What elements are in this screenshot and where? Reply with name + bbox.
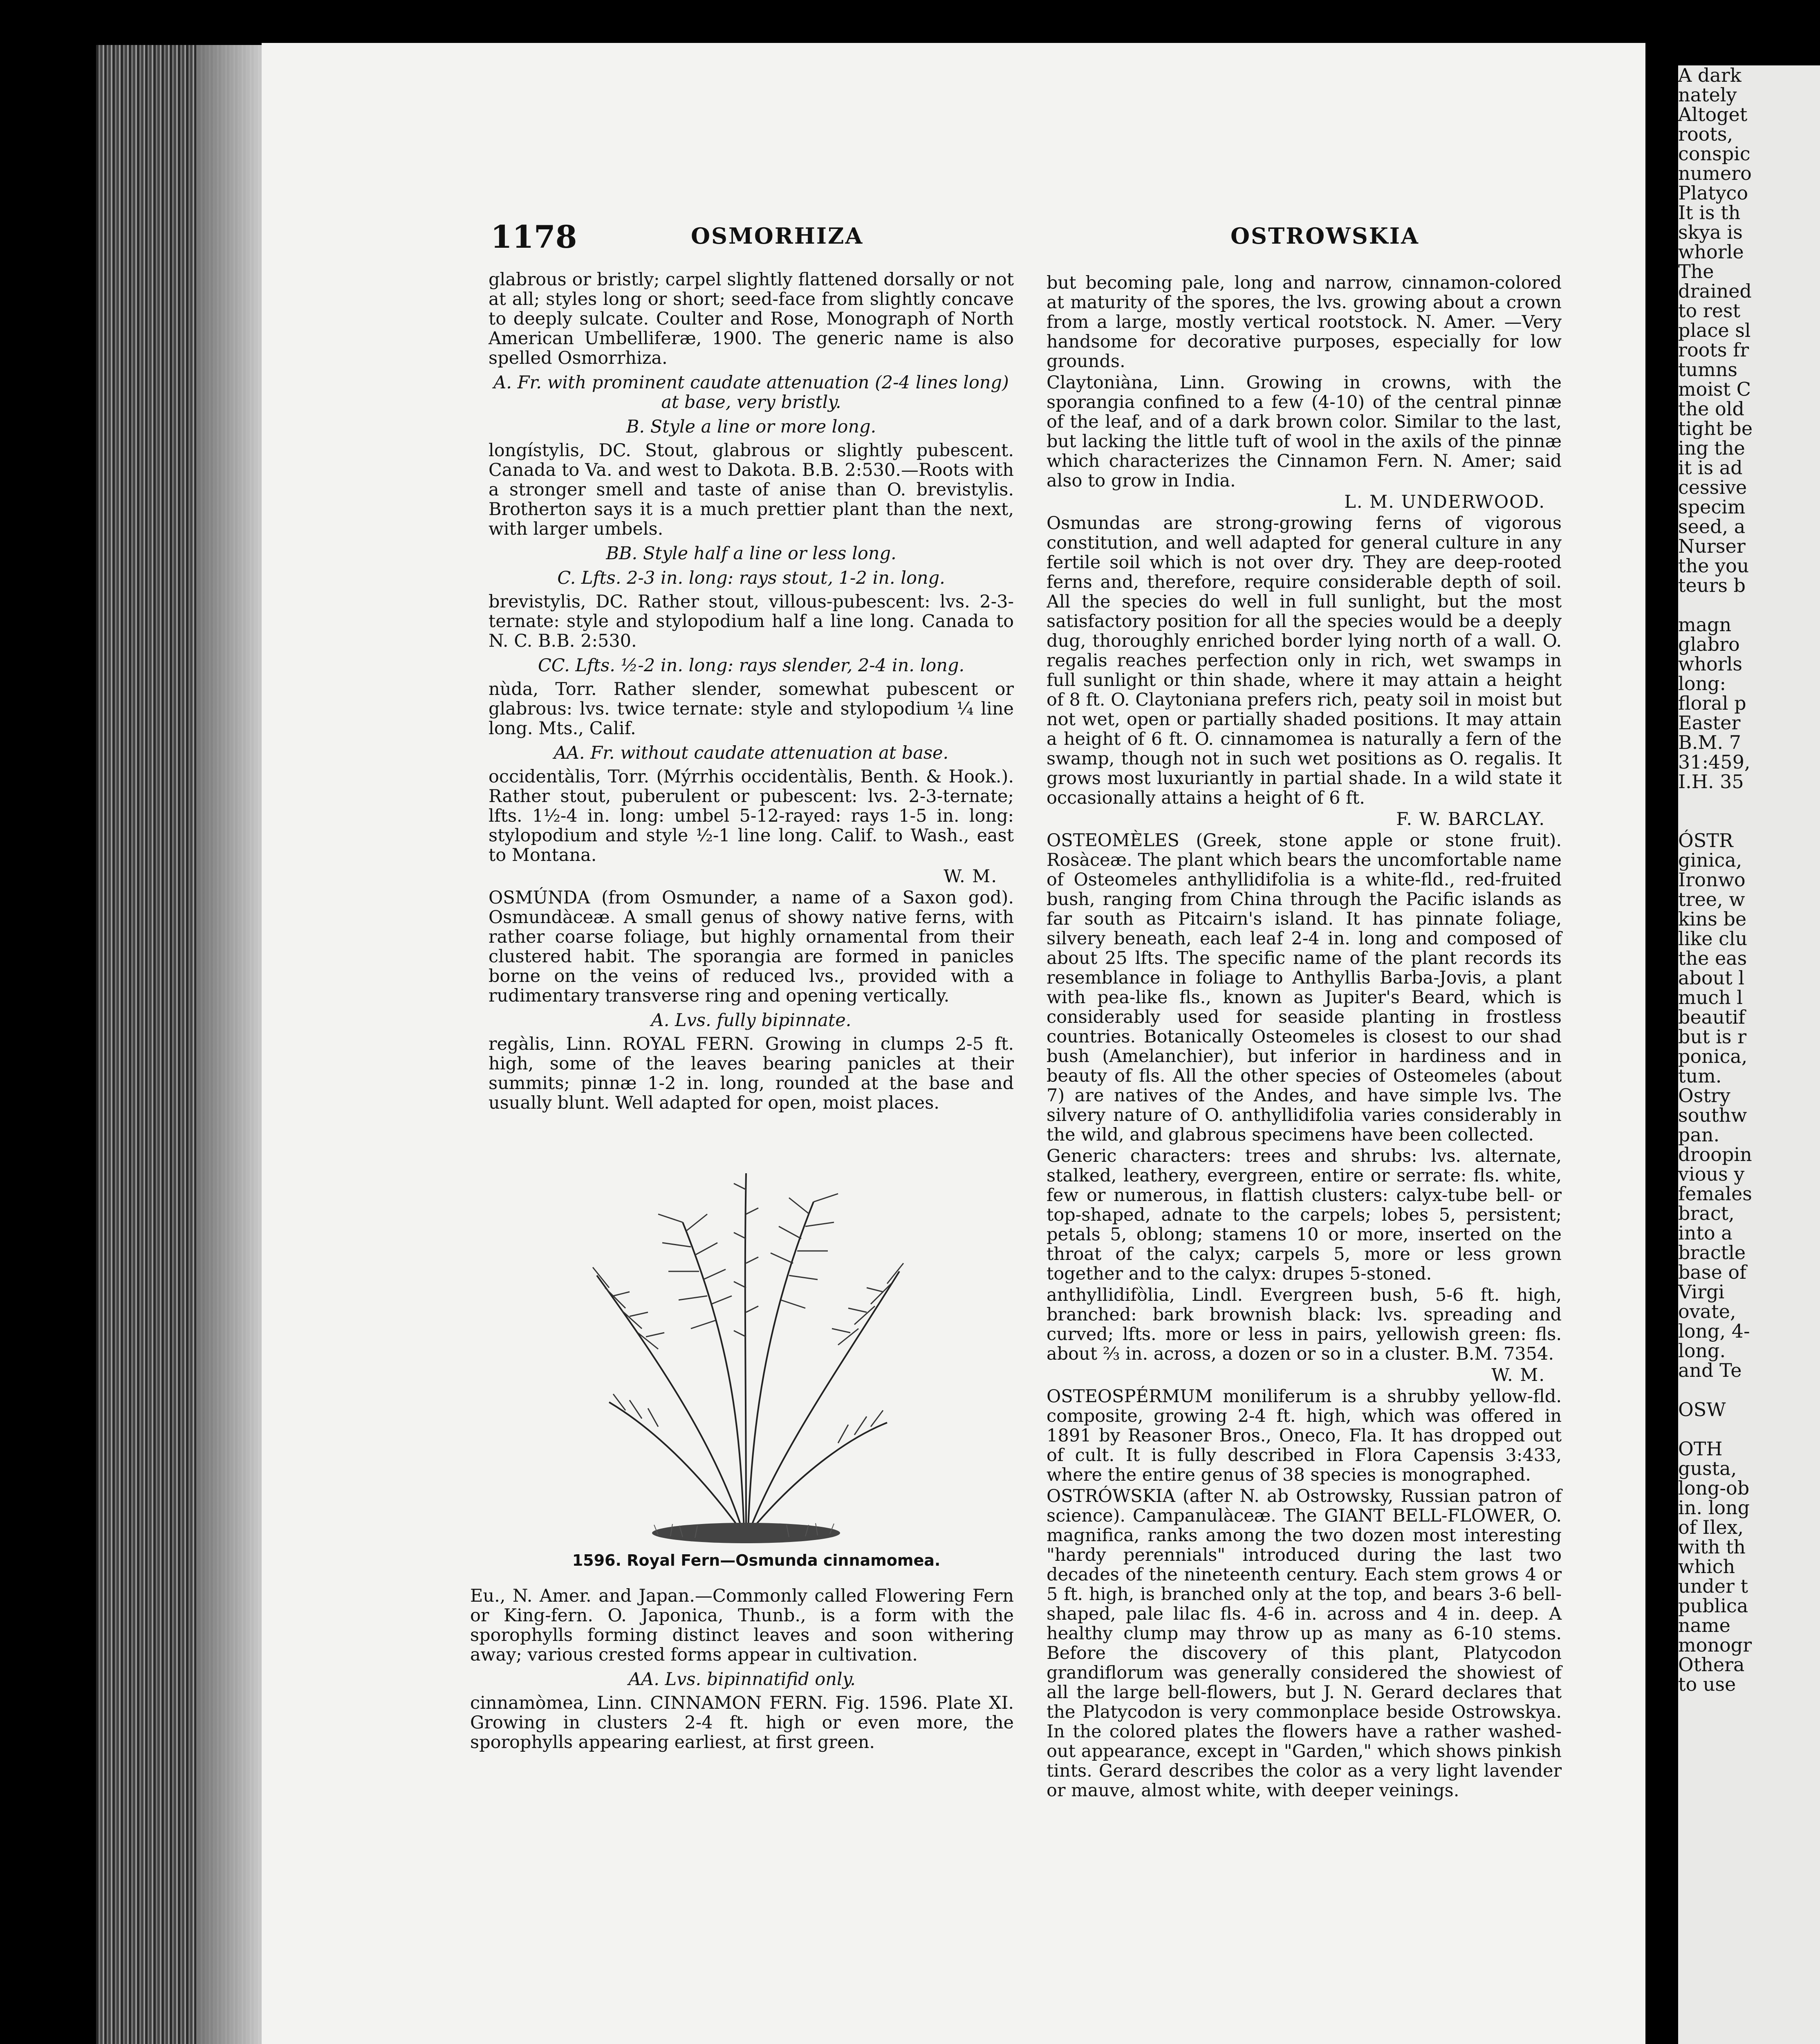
key-line: A. Lvs. fully bipinnate. xyxy=(651,1010,852,1031)
next-page-line: nately xyxy=(1678,84,1737,106)
next-page-line: roots fr xyxy=(1678,339,1749,361)
next-page-line: publica xyxy=(1678,1595,1748,1617)
paragraph: Osmundas are strong-growing ferns of vigorous constitution, and well adapted for general culture in any fertile soil which is not over dry. They are deep-rooted ferns and, therefore, require considerable depth of soil. All the species do well in full sunlight, but the most satisfactory position for all the species would be a deeply dug, thoroughly enriched border lying north of a wall. O. regalis reaches perfection only in rich, wet swamps in full sunlight or thin shade, where it may attain a height of 8 ft. O. Claytoniana prefers rich, peaty soil in moist but not wet, open or partially shaded positions. It may attain a height of 6 ft. O. cinnamomea is naturally a fern of the swamp, though not in such wet positions as O. regalis. It grows most luxuriantly in partial shade. In a wild state it occasionally attains a height of 6 ft. xyxy=(1047,513,1562,808)
next-page-line: A dark xyxy=(1678,65,1742,86)
key-line: AA. Fr. without caudate attenuation at base. xyxy=(554,743,949,763)
next-page-line: Othera xyxy=(1678,1654,1745,1676)
next-page-line: females xyxy=(1678,1183,1752,1205)
species-entry: longístylis, DC. Stout, glabrous or slightly pubescent. Canada to Va. and west to Dakota. B.B. 2:530.—Roots with a stronger smell and taste of anise than O. brevistylis. Brotherton says it is a much prettier plant than the next, with larger umbels. xyxy=(489,440,1014,539)
next-page-line: Platyco xyxy=(1678,182,1748,204)
next-page-line: magn xyxy=(1678,614,1732,636)
next-page-line: vious y xyxy=(1678,1163,1745,1185)
next-page-line: it is ad xyxy=(1678,457,1743,479)
next-page-line: base of xyxy=(1678,1261,1747,1283)
next-page-line: the old xyxy=(1678,398,1744,420)
next-page-line: to use xyxy=(1678,1673,1736,1695)
next-page-line: gusta, xyxy=(1678,1457,1737,1479)
next-page-line: the you xyxy=(1678,555,1749,577)
next-page-line: Ironwo xyxy=(1678,869,1746,891)
next-page-line: long-ob xyxy=(1678,1477,1750,1499)
key-line: A. Fr. with prominent caudate attenuation (2-4 lines long) at base, very bristly. xyxy=(493,372,1009,412)
genus-entry: OSTEOSPÉRMUM moniliferum is a shrubby yellow-fld. composite, growing 2-4 ft. high, which was offered in 1891 by Reasoner Bros., Oneco, Fla. It has dropped out of cult. It is fully described in Flora Capensis 3:433, where the entire genus of 38 species is monographed. xyxy=(1047,1386,1562,1485)
next-page-line: drained xyxy=(1678,280,1752,302)
next-page-line: ponica, xyxy=(1678,1045,1748,1067)
gutter-shadow xyxy=(196,45,270,2044)
next-page-line: glabro xyxy=(1678,633,1740,655)
genus-entry: OSTRÓWSKIA (after N. ab Ostrowsky, Russian patron of science). Campanulàceæ. The GIANT BELL-FLOWER, O. magnifica, ranks among the two dozen most interesting "hardy perennials" introduced during the last two decades of the nineteenth century. Each stem grows 4 or 5 ft. high, is branched only at the top, and bears 3-6 bell-shaped, pale lilac fls. 4-6 in. across and 4 in. deep. A healthy clump may throw up as many as 6-10 stems. Before the discovery of this plant, Platycodon grandiflorum was generally considered the showiest of all the large bell-flowers, but J. N. Gerard declares that the Platycodon is very commonplace beside Ostrowskya. In the colored plates the flowers have a rather washed-out appearance, except in "Garden," which shows pinkish tints. Gerard describes the color as a very light lavender or mauve, almost white, with deeper veinings. xyxy=(1047,1486,1562,1801)
next-page-line: droopin xyxy=(1678,1143,1752,1165)
royal-fern-illustration xyxy=(560,1141,928,1549)
next-page-line: I.H. 35 xyxy=(1678,771,1744,793)
next-page-line: moist C xyxy=(1678,378,1751,400)
next-page-line: ÓSTR xyxy=(1678,829,1733,852)
key-line: AA. Lvs. bipinnatifid only. xyxy=(628,1669,856,1690)
next-page-line: seed, a xyxy=(1678,515,1746,538)
next-page-line: to rest xyxy=(1678,300,1741,322)
next-page-line: Nurser xyxy=(1678,535,1746,557)
running-header-left: OSMORHIZA xyxy=(691,223,864,249)
running-header-right: OSTROWSKIA xyxy=(1231,223,1419,249)
next-page-line: Ostry xyxy=(1678,1085,1730,1107)
next-page-line: name xyxy=(1678,1614,1730,1636)
next-page-line: beautif xyxy=(1678,1006,1745,1028)
next-page-line: ing the xyxy=(1678,437,1745,459)
next-page-line: 31:459, xyxy=(1678,751,1751,773)
species-entry: cinnamòmea, Linn. CINNAMON FERN. Fig. 1596. Plate XI. Growing in clusters 2-4 ft. high or even more, the sporophylls appearing earliest, at first green. xyxy=(470,1693,1014,1753)
species-entry: regàlis, Linn. ROYAL FERN. Growing in clumps 2-5 ft. high, some of the leaves bearing panicles at their summits; pinnæ 1-2 in. long, rounded at the base and usually blunt. Well adapted for open, moist places. xyxy=(489,1034,1014,1113)
next-page-line: bractle xyxy=(1678,1242,1746,1264)
next-page-line: with th xyxy=(1678,1536,1746,1558)
next-page-line: long. xyxy=(1678,1340,1726,1362)
next-page-line xyxy=(1678,1419,1820,1439)
next-page-line: B.M. 7 xyxy=(1678,731,1742,753)
next-page-line: numero xyxy=(1678,162,1752,184)
genus-entry: OSMÚNDA (from Osmunder, a name of a Saxon god). Osmundàceæ. A small genus of showy native ferns, with rather coarse foliage, but highly ornamental from their clustered habit. The sporangia are formed in panicles borne on the veins of reduced lvs., provided with a rudimentary transverse ring and opening vertically. xyxy=(489,888,1014,1006)
next-page-line: into a xyxy=(1678,1222,1733,1244)
next-page-line: place sl xyxy=(1678,319,1751,341)
next-page-line: tumns xyxy=(1678,359,1737,381)
species-entry: occidentàlis, Torr. (Mýrrhis occidentàlis, Benth. & Hook.). Rather stout, puberulent or pubescent: lvs. 2-3-ternate; lfts. 1½-4 in. long: umbel 5-12-rayed: rays 1-5 in. long: stylopodium and style ½-1 line long. Calif. to Wash., east to Montana. xyxy=(489,766,1014,865)
next-page-line: roots, xyxy=(1678,123,1733,145)
key-line: B. Style a line or more long. xyxy=(626,417,876,437)
species-entry: brevistylis, DC. Rather stout, villous-pubescent: lvs. 2-3-ternate: style and stylopodium half a line long. Canada to N. C. B.B. 2:530. xyxy=(489,592,1014,651)
next-page-line: ovate, xyxy=(1678,1300,1736,1322)
key-line: C. Lfts. 2-3 in. long: rays stout, 1-2 in. long. xyxy=(557,568,945,588)
next-page-line: The xyxy=(1678,260,1714,282)
author-signature: F. W. BARCLAY. xyxy=(1396,809,1545,829)
genus-entry: OSTEOMÈLES (Greek, stone apple or stone fruit). Rosàceæ. The plant which bears the uncomfortable name of Osteomeles anthyllidifolia is a white-fld., red-fruited bush, ranging from China through the Pacific islands as far south as Pitcairn's island. It has pinnate foliage, silvery beneath, each leaf 2-4 in. long and composed of about 25 lfts. The specific name of the plant records its resemblance in foliage to Anthyllis Barba-Jovis, a plant with pea-like fls., known as Jupiter's Beard, which is considerably used for seaside planting in frostless countries. Botanically Osteomeles is closest to our shad bush (Amelanchier), but inferior in hardiness and in beauty of fls. All the other species of Osteomeles (about 7) are natives of the Andes, and have simple lvs. The silvery nature of O. anthyllidifolia varies considerably in the wild, and glabrous specimens have been collected. xyxy=(1047,830,1562,1145)
key-line: CC. Lfts. ½-2 in. long: rays slender, 2-4 in. long. xyxy=(538,655,965,676)
next-page-line: pan. xyxy=(1678,1124,1720,1146)
next-page-line: the eas xyxy=(1678,947,1747,969)
next-page-line: which xyxy=(1678,1555,1735,1578)
next-page-line: teurs b xyxy=(1678,574,1746,596)
next-page-line: whorls xyxy=(1678,653,1743,675)
next-page-line: cessive xyxy=(1678,476,1747,498)
next-page-line: Virgi xyxy=(1678,1281,1725,1303)
next-page-line: tree, w xyxy=(1678,888,1745,910)
next-page-line: southw xyxy=(1678,1104,1747,1126)
next-page-line: but is r xyxy=(1678,1026,1747,1048)
next-page-line: long, 4- xyxy=(1678,1320,1750,1342)
next-page-line: of Ilex, xyxy=(1678,1516,1744,1538)
next-page-line: OSW xyxy=(1678,1399,1726,1421)
next-page-line: like clu xyxy=(1678,928,1748,950)
next-page-line xyxy=(1678,595,1820,615)
paragraph: glabrous or bristly; carpel slightly flattened dorsally or not at all; styles long or short; seed-face from slightly concave to deeply sulcate. Coulter and Rose, Monograph of North American Umbelliferæ, 1900. The generic name is also spelled Osmorrhiza. xyxy=(489,269,1014,368)
species-entry: nùda, Torr. Rather slender, somewhat pubescent or glabrous: lvs. twice ternate: style and stylopodium ¼ line long. Mts., Calif. xyxy=(489,679,1014,739)
page-number: 1178 xyxy=(491,219,577,255)
next-page-line: under t xyxy=(1678,1575,1748,1597)
next-page-line: skya is xyxy=(1678,221,1743,243)
paragraph: Eu., N. Amer. and Japan.—Commonly called Flowering Fern or King-fern. O. Japonica, Thunb., is a form with the sporophylls forming distinct leaves and soon withering away; various crested forms appear in cultivation. xyxy=(470,1586,1014,1665)
next-page-line: It is th xyxy=(1678,202,1741,224)
left-column-lower xyxy=(470,1586,1014,1754)
next-page-line: conspic xyxy=(1678,143,1751,165)
next-page-line: whorle xyxy=(1678,241,1744,263)
species-entry: Claytoniàna, Linn. Growing in crowns, with the sporangia confined to a few (4-10) of the central pinnæ of the leaf, and of a dark brown color. Similar to the last, but lacking the little tuft of wool in the axils of the pinnæ which characterizes the Cinnamon Fern. N. Amer; said also to grow in India. xyxy=(1047,372,1562,491)
next-page-line: Altoget xyxy=(1678,103,1748,126)
next-page-line: in. long xyxy=(1678,1497,1750,1519)
next-page-line: long: xyxy=(1678,672,1726,695)
next-page-line xyxy=(1678,791,1820,811)
next-page-line: kins be xyxy=(1678,908,1747,930)
next-page-line: bract, xyxy=(1678,1202,1735,1224)
next-page-line: tight be xyxy=(1678,417,1753,439)
author-signature: W. M. xyxy=(1491,1365,1545,1385)
paragraph: but becoming pale, long and narrow, cinnamon-colored at maturity of the spores, the lvs. growing about a crown from a large, mostly vertical rootstock. N. Amer. —Very handsome for decorative purposes, especially for low grounds. xyxy=(1047,273,1562,372)
species-entry: anthyllidifòlia, Lindl. Evergreen bush, 5-6 ft. high, branched: bark brownish black: lvs. spreading and curved; lfts. more or less in pairs, yellowish green: fls. about ⅔ in. across, a dozen or so in a cluster. B.M. 7354. xyxy=(1047,1285,1562,1364)
next-page-line xyxy=(1678,1380,1820,1400)
author-signature: W. M. xyxy=(944,866,997,887)
right-column xyxy=(1047,273,1562,1802)
next-page-line: Easter xyxy=(1678,712,1741,734)
next-page-line: ginica, xyxy=(1678,849,1742,871)
next-page-line: monogr xyxy=(1678,1634,1752,1656)
key-line: BB. Style half a line or less long. xyxy=(606,543,897,564)
next-page-line: much l xyxy=(1678,986,1743,1009)
next-page-line: tum. xyxy=(1678,1065,1722,1087)
next-page-line: about l xyxy=(1678,967,1745,989)
figure-caption: 1596. Royal Fern—Osmunda cinnamomea. xyxy=(572,1551,941,1569)
next-page-line: specim xyxy=(1678,496,1746,518)
next-page-line: OTH xyxy=(1678,1438,1723,1460)
next-page-line xyxy=(1678,811,1820,831)
author-signature: L. M. UNDERWOOD. xyxy=(1344,492,1545,512)
left-column xyxy=(489,270,1014,1114)
paragraph: Generic characters: trees and shrubs: lvs. alternate, stalked, leathery, evergreen, entire or serrate: fls. white, few or numerous, in flattish clusters: calyx-tube bell- or top-shaped, adnate to the carpels; lobes 5, persistent; petals 5, oblong; stamens 10 or more, inserted on the throat of the calyx; carpels 5, more or less grown together and to the calyx: drupes 5-stoned. xyxy=(1047,1146,1562,1284)
next-page-line: floral p xyxy=(1678,692,1746,714)
next-page-edge xyxy=(1678,65,1820,2044)
next-page-line: and Te xyxy=(1678,1359,1742,1381)
